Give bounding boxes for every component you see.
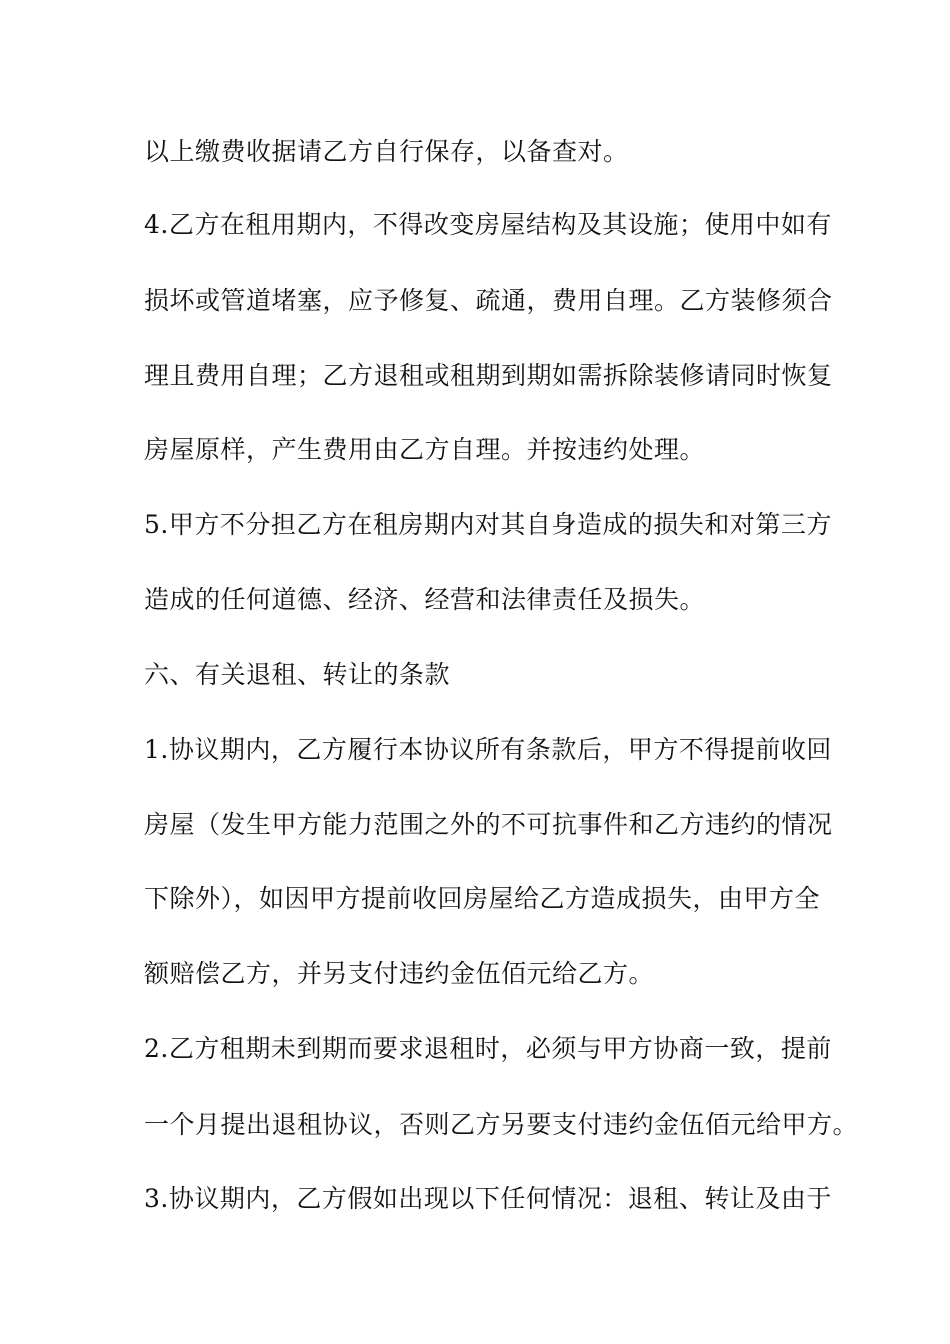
text-line-15: 3.协议期内，乙方假如出现以下任何情况：退租、转让及由于 xyxy=(144,1184,832,1213)
text-line-3: 损坏或管道堵塞，应予修复、疏通，费用自理。乙方装修须合 xyxy=(144,286,833,315)
text-line-4: 理且费用自理；乙方退租或租期到期如需拆除装修请同时恢复 xyxy=(144,361,833,390)
text-line-13: 2.乙方租期未到期而要求退租时，必须与甲方协商一致，提前 xyxy=(144,1034,832,1063)
text-line-10: 房屋（发生甲方能力范围之外的不可抗事件和乙方违约的情况 xyxy=(144,810,833,839)
text-line-11: 下除外），如因甲方提前收回房屋给乙方造成损失，由甲方全 xyxy=(144,884,821,913)
text-line-1: 以上缴费收据请乙方自行保存，以备查对。 xyxy=(144,137,629,166)
text-line-14: 一个月提出退租协议，否则乙方另要支付违约金伍佰元给甲方。 xyxy=(144,1110,859,1139)
text-line-9: 1.协议期内，乙方履行本协议所有条款后，甲方不得提前收回 xyxy=(144,735,832,764)
text-line-12: 额赔偿乙方，并另支付违约金伍佰元给乙方。 xyxy=(144,959,655,988)
text-line-6: 5.甲方不分担乙方在租房期内对其自身造成的损失和对第三方 xyxy=(144,510,832,539)
text-line-2: 4.乙方在租用期内，不得改变房屋结构及其设施；使用中如有 xyxy=(144,210,832,239)
text-line-7: 造成的任何道德、经济、经营和法律责任及损失。 xyxy=(144,585,706,614)
text-line-5: 房屋原样，产生费用由乙方自理。并按违约处理。 xyxy=(144,435,706,464)
section-heading: 六、有关退租、转让的条款 xyxy=(144,660,451,689)
